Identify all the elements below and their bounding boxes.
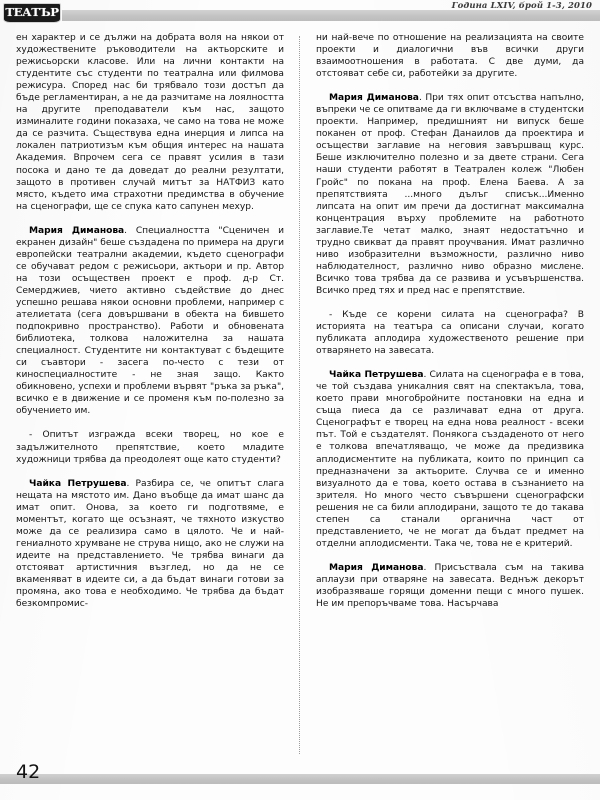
paragraph-continuation bbox=[316, 32, 584, 80]
speaker-name: Мария Диманова bbox=[329, 93, 419, 104]
paragraph-continuation bbox=[16, 32, 284, 213]
left-column bbox=[16, 32, 284, 758]
paragraph-text: . Разбира се, че опитът слага нещата на мястото им. Дано въобще да имат шанс да имат опит. Онова, за което ги подготвяме, е моментът, когато ще осъзнаят, че тяхното изкуство може да се реализира само в цялото. Че и най-гениалното хрумване не струва нищо, ако не служи на идеите на представлението. Че трябва винаги да отстояват артистичния възглед, но да не се вкаменяват в идеите си, а да бъдат винаги готови за промяна, ако това е необходимо. Че трябва да бъдат безкомпромис- bbox=[16, 478, 284, 610]
page-header bbox=[0, 0, 600, 26]
speaker-name: Мария Диманова bbox=[29, 225, 125, 236]
column-divider bbox=[299, 36, 300, 754]
theatre-masthead-logo-icon bbox=[4, 4, 60, 22]
footer-rule-bar bbox=[0, 774, 600, 784]
question-text: - Опитът изгражда всеки творец, но кое е задължителното препятствие, което младите художници трябва да преодолеят още като студенти? bbox=[16, 430, 284, 465]
question-text: - Къде се корени силата на сценографа? В историята на театъра са описани случаи, когато публиката аплодира художественото решение при отварянето на завесата. bbox=[316, 309, 584, 357]
paragraph-speaker-petrusheva bbox=[316, 369, 584, 550]
paragraph-speaker-petrusheva bbox=[16, 478, 284, 611]
speaker-name: Мария Диманова bbox=[329, 562, 424, 573]
paragraph-text: . Силата на сценографа е в това, че той създава уникалния свят на спектакъла, това, което прави многобройните постановки на една и съща пиеса да се различават една от друга. Сценографът е творец на една нова реалност - всеки път. Той е създателят. Понякога създаденото от него е толкова впечатляващо, че може да предизвика аплодисментите на публиката, които по принцип са предназначени за актьорите. Случва се и именно визуалното да е това, което остава в съзнанието на зрителя. Но много често съвършени сценографски решения не са били аплодирани, защото те до такава степен са станали органична част от представлението, че не могат да бъдат предмет на отделни аплодисменти. Така че, това не е критерий. bbox=[316, 370, 584, 549]
speaker-name: Чайка Петрушева bbox=[329, 370, 424, 381]
paragraph-speaker-dimanova-2 bbox=[316, 562, 584, 610]
article-body bbox=[0, 32, 600, 758]
paragraph-text: ен характер и се дължи на добрата воля на някои от художествените ръководители на актьорските и режисьорски класове. Или на лични контакти на студентите със студенти по театрална или филмова режисура. Според нас би трябвало този достъп да бъде регламентиран, а не да разчитаме на лоялността на другите преподаватели към нас, защото изминалите години показаха, че само на това не може да се разчита. Съществува една инерция и липса на локален патриотизъм към общия интерес на нашата Академия. Впрочем сега се правят усилия в тази посока и дано те да доведат до реални резултати, защото в противен случай митът за НАТФИЗ като място, където има страхотни предимства в обучение на сценографи, ще се спука като сапунен мехур. bbox=[16, 33, 284, 212]
page-footer bbox=[0, 762, 600, 784]
masthead-logo-text: ТЕАТЪР bbox=[5, 6, 59, 19]
paragraph-question bbox=[16, 429, 284, 465]
paragraph-text: . Присъствала съм на такива аплаузи при отваряне на завесата. Веднъж декорът изобразяваше горящи доменни пещи с много пушек. Не им препоръчваме това. Насърчава bbox=[316, 562, 584, 610]
speaker-name: Чайка Петрушева bbox=[29, 478, 127, 489]
paragraph-text: . При тях опит отсъства напълно, въпреки че се опитваме да ги включваме в студентски проекти. Например, предишният ни випуск беше поканен от проф. Стефан Данаилов да проектира и осъществи заглавие на неговия завършващ курс. Беше изключително полезно и за двете страни. Сега наши студенти работят в Театрален колеж "Любен Гройс" по покана на проф. Елена Баева. А за препятствията ...много дълъг списък...Именно липсата на опит им пречи да достигнат максимална концентрация върху проблемите на работното заглавие.Те четат малко, знаят недостатъчно и трудно свикват да правят проучвания. Имат различно ниво изобразителни възможности, различно ниво наблюдателност, различно ниво образно мислене. Всичко това трябва да се развива и усъвършенства. Всичко пред тях и пред нас е препятствие. bbox=[316, 93, 584, 296]
paragraph-speaker-dimanova bbox=[316, 92, 584, 297]
page-number: 42 bbox=[16, 761, 41, 783]
issue-line: Година LXIV, брой 1-3, 2010 bbox=[451, 1, 592, 11]
paragraph-text: ни най-вече по отношение на реализацията на своите проекти и диалогични във всички други взаимоотношения в работата. С две думи, да отстояват себе си, работейки за другите. bbox=[316, 33, 584, 80]
paragraph-question bbox=[316, 309, 584, 357]
right-column bbox=[316, 32, 584, 758]
paragraph-text: . Специалността "Сценичен и екранен дизайн" беше създадена по примера на други европейски театрални академии, където сценографи се обучават редом с режисьори, актьори и пр. Автор на този осъществен проект е проф. д-р Ст. Семерджиев, чието активно съдействие до днес успешно решава някои основни проблеми, например с ателиетата (сега довършвани в обекта на бившето подпокривно пространство). Работи и обновената библиотека, толкова наложителна за нашата специалност. Студентите ни контактуват с бъдещите си съавтори - засега по-често с тези от киноспециалностите - не зная защо. Както обикновено, успехи и проблеми вървят "ръка за ръка", всичко е в движение и се променя към по-полезно за обучението им. bbox=[16, 225, 284, 417]
paragraph-speaker-dimanova bbox=[16, 225, 284, 418]
header-rule-bar bbox=[62, 10, 600, 21]
